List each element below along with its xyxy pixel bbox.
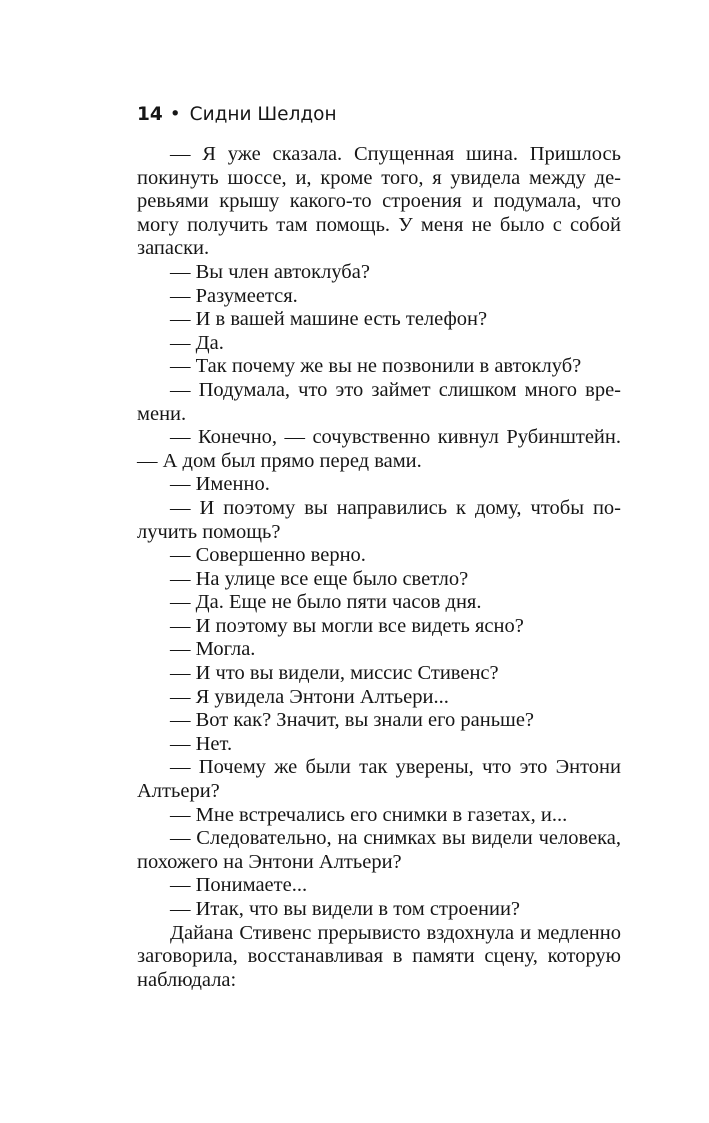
paragraph: — Я уже сказала. Спущенная шина. Пришлось покинуть шоссе, и, кроме того, я увидела между деревьями крышу какого-то строения и подумала, что могу получить там помощь. У меня не было с собой запаски. [137,143,621,260]
paragraph: — И поэтому вы направились к дому, чтобы получить помощь? [137,496,621,543]
header-separator: • [169,104,181,125]
paragraph: — Подумала, что это займет слишком много времени. [137,378,621,425]
paragraph: — Вы член автоклуба? [170,260,370,283]
paragraph: — Именно. [170,473,270,496]
paragraph: Дайана Стивенс прерывисто вздохнула и медленно заговорила, восстанавливая в памяти сцену, которую наблюдала: [137,921,621,991]
paragraph: — Мне встречались его снимки в газетах, и... [170,803,568,826]
paragraph: — Следовательно, на снимках вы видели человека, похожего на Энтони Алтьери? [137,827,621,873]
paragraph: — Почему же были так уверены, что это Энтони Алтьери? [137,756,621,803]
running-header [137,101,337,129]
paragraph: — Вот как? Значит, вы знали его раньше? [170,709,535,732]
paragraph: — На улице все еще было светло? [170,567,469,590]
paragraph: — И в вашей машине есть телефон? [170,308,488,331]
paragraph: — Да. [170,331,224,354]
page-number: 14 [137,104,163,125]
paragraph: — Конечно, — сочувственно кивнул Рубинштейн. — А дом был прямо перед вами. [137,426,621,472]
paragraph: — Разумеется. [170,284,298,307]
paragraph: — И что вы видели, миссис Стивенс? [170,662,499,685]
paragraph: — Совершенно верно. [170,544,366,567]
paragraph: — Нет. [170,732,233,755]
paragraph: — Итак, что вы видели в том строении? [170,898,521,920]
paragraph: — Да. Еще не было пяти часов дня. [170,591,482,614]
body-text [137,143,621,992]
paragraph: — Я увидела Энтони Алтьери... [170,685,449,708]
paragraph: — Могла. [170,638,256,661]
running-title: Сидни Шелдон [189,104,337,125]
paragraph: — Понимаете... [170,874,308,897]
paragraph: — И поэтому вы могли все видеть ясно? [170,614,524,637]
paragraph: — Так почему же вы не позвонили в автоклуб? [170,355,582,378]
